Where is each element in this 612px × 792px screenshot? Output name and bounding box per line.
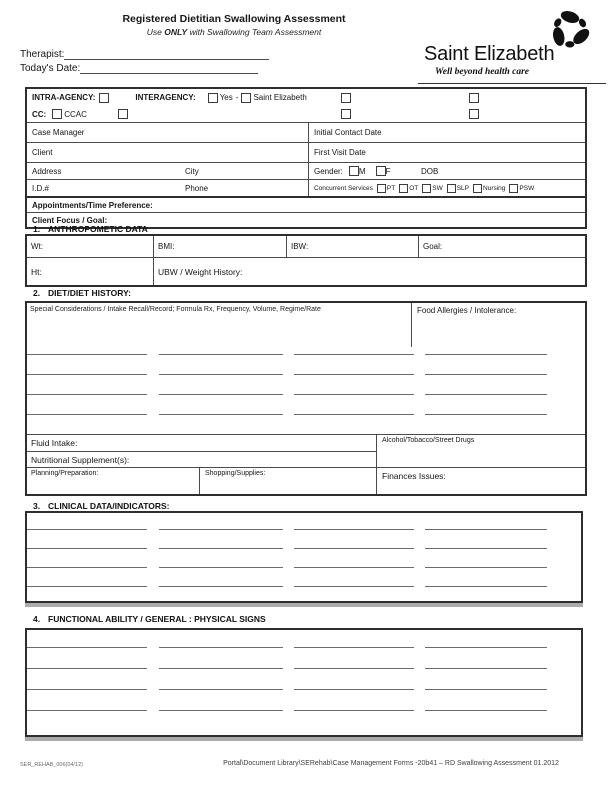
first-visit-date-label: First Visit Date [314,148,366,157]
agency-row2-checkbox-b[interactable] [469,109,479,119]
food-allergies-label: Food Allergies / Intolerance: [411,303,585,347]
gender-female-checkbox[interactable] [376,166,386,176]
client-row [27,142,585,162]
agency-row1-checkbox-b[interactable] [469,93,479,103]
writing-line[interactable] [27,548,147,550]
goal-label: Goal: [423,242,443,251]
writing-line[interactable] [294,394,414,396]
service-slp-checkbox[interactable] [447,184,456,193]
writing-line[interactable] [27,529,147,531]
writing-line-row [27,354,585,374]
cc-label: CC: [32,109,47,119]
writing-line[interactable] [294,689,414,691]
intake-rows [27,434,585,467]
writing-line-row [27,529,581,548]
logo-tagline: Well beyond health care [435,67,530,77]
writing-line[interactable] [425,668,547,670]
writing-line[interactable] [27,414,147,416]
writing-line[interactable] [27,374,147,376]
writing-line[interactable] [27,354,147,356]
intra-agency-checkbox[interactable] [99,93,109,103]
form-code: SER_REHAB_006(04/12) [20,762,83,768]
interagency-label: INTERAGENCY: [135,93,196,102]
city-label: City [185,166,199,176]
writing-line[interactable] [159,668,283,670]
interagency-yes-checkbox[interactable] [208,93,218,103]
writing-line-row [27,586,581,605]
gender-male-checkbox[interactable] [349,166,359,176]
appointments-row [27,196,585,212]
service-sw-label: SW [432,184,443,192]
writing-line[interactable] [159,374,283,376]
gender-label: Gender: [314,166,343,176]
anthropometric-box [25,234,587,287]
writing-line[interactable] [27,668,147,670]
case-manager-row [27,122,585,142]
service-nursing-label: Nursing [483,184,506,192]
writing-line[interactable] [159,529,283,531]
writing-line[interactable] [294,710,414,712]
interagency-saint-elizabeth-checkbox[interactable] [241,93,251,103]
dash-separator: - [235,93,239,102]
initial-contact-date-label: Initial Contact Date [314,128,382,137]
writing-line[interactable] [294,529,414,531]
client-focus-goal-label: Client Focus / Goal: [32,215,108,225]
agency-row2-checkbox-a[interactable] [341,109,351,119]
anthropometric-row-1 [27,236,585,257]
phone-label: Phone [185,183,209,193]
writing-line[interactable] [159,394,283,396]
writing-line[interactable] [159,354,283,356]
section3-title: CLINICAL DATA/INDICATORS: [48,501,170,511]
writing-line[interactable] [425,394,547,396]
service-slp-label: SLP [456,184,470,192]
address-label: Address [32,166,62,176]
subtitle-text-tail: with Swallowing Team Assessment [187,27,322,37]
id-number-label: I.D.# [32,183,49,193]
diet-history-writing-area [27,347,585,434]
writing-line[interactable] [425,689,547,691]
section3-heading [33,501,170,511]
planning-preparation-label: Planning/Preparation: [31,470,99,477]
writing-line[interactable] [27,586,147,588]
shopping-supplies-label: Shopping/Supplies: [199,468,376,494]
service-ot-label: OT [409,184,419,192]
subtitle-only-emphasis: ONLY [164,27,188,37]
finances-issues-label: Finances Issues: [376,468,585,494]
gender-male-label: M [358,166,366,176]
writing-line-row [27,710,581,731]
writing-line[interactable] [425,529,547,531]
writing-line-row [27,647,581,668]
writing-line[interactable] [159,689,283,691]
agency-row-2 [27,106,585,122]
writing-line[interactable] [294,414,414,416]
interagency-yes-label: Yes [219,93,233,102]
saint-elizabeth-logo [418,6,606,84]
writing-line[interactable] [425,414,547,416]
writing-line-row [27,668,581,689]
functional-ability-box [25,628,583,737]
writing-line[interactable] [159,586,283,588]
writing-line[interactable] [425,567,547,569]
service-nursing-checkbox[interactable] [473,184,482,193]
clinical-data-box [25,511,583,603]
document-path: Portal\Document Library\SERehab\Case Management Forms -20b41 – RD Swallowing Assessment 01.2012 [223,760,559,767]
writing-line[interactable] [294,354,414,356]
writing-line-row [27,567,581,586]
writing-line-row [27,394,585,414]
writing-line[interactable] [294,548,414,550]
writing-line[interactable] [425,647,547,649]
gender-female-label: F [385,166,391,176]
address-row [27,162,585,179]
therapist-label: Therapist: [20,49,65,60]
subtitle-text: Use [146,27,165,37]
writing-line[interactable] [27,394,147,396]
writing-line[interactable] [27,567,147,569]
case-manager-label: Case Manager [32,128,85,137]
section4-title: FUNCTIONAL ABILITY / GENERAL : PHYSICAL SIGNS [48,614,266,624]
writing-line[interactable] [159,548,283,550]
service-sw-checkbox[interactable] [422,184,431,193]
agency-row1-checkbox-a[interactable] [341,93,351,103]
writing-line[interactable] [425,586,547,588]
form-subtitle [0,27,468,37]
logo-name: Saint Elizabeth [424,43,555,65]
nutritional-supplement-label: Nutritional Supplement(s): [31,454,130,465]
ubw-weight-history-label: UBW / Weight History: [158,266,243,277]
service-pt-label: PT [386,184,396,192]
form-title: Registered Dietitian Swallowing Assessment [122,13,346,25]
service-pt-checkbox[interactable] [377,184,386,193]
bmi-label: BMI: [158,242,175,251]
anthropometric-row-2 [27,257,585,285]
section4-heading [33,614,266,624]
writing-line[interactable] [27,647,147,649]
id-phone-row [27,179,585,196]
section1-title: ANTHROPOMETIC DATA [48,224,148,234]
service-psw-checkbox[interactable] [509,184,518,193]
section2-number: 2. [33,288,41,298]
service-ot-checkbox[interactable] [399,184,408,193]
section2-title: DIET/DIET HISTORY: [48,288,131,298]
writing-line[interactable] [27,710,147,712]
dob-label: DOB [421,166,439,176]
writing-line[interactable] [159,647,283,649]
section4-number: 4. [33,614,41,624]
appointments-label: Appointments/Time Preference: [32,200,153,210]
cc-ccac-checkbox[interactable] [52,109,62,119]
client-label: Client [32,148,53,157]
writing-line[interactable] [425,354,547,356]
alcohol-tobacco-label: Alcohol/Tobacco/Street Drugs [376,435,585,467]
writing-line[interactable] [425,548,547,550]
writing-line[interactable] [294,586,414,588]
referral-info-box [25,87,587,229]
writing-line[interactable] [294,647,414,649]
writing-line-row [27,414,585,434]
diet-history-box [25,301,587,496]
writing-line[interactable] [159,414,283,416]
ccac-label: CCAC [64,109,87,119]
writing-line[interactable] [294,374,414,376]
ibw-label: IBW: [291,242,309,251]
agency-row-1 [27,89,585,106]
weight-label: Wt: [31,242,43,251]
todays-date-label: Today's Date: [20,63,81,74]
diet-history-header [27,303,585,347]
writing-line[interactable] [27,689,147,691]
writing-line[interactable] [294,668,414,670]
writing-line-row [27,689,581,710]
writing-line[interactable] [425,374,547,376]
special-considerations-label: Special Considerations / Intake Recall/Record; Formula Rx, Frequency, Volume, Regime/Rate [30,306,321,313]
section1-number: 1. [33,224,41,234]
planning-row [27,467,585,494]
section2-heading [33,288,131,298]
cc-other-checkbox[interactable] [118,109,128,119]
concurrent-services-label: Concurrent Services [314,184,373,192]
service-psw-label: PSW [519,184,535,192]
intra-agency-label: INTRA-AGENCY: [32,93,96,102]
writing-line[interactable] [425,710,547,712]
writing-line-row [27,374,585,394]
fluid-intake-label: Fluid Intake: [31,438,78,448]
todays-date-input-line[interactable] [80,62,258,74]
interagency-saint-elizabeth-label: Saint Elizabeth [253,93,307,102]
section3-number: 3. [33,501,41,511]
writing-line[interactable] [294,567,414,569]
writing-line-row [27,548,581,567]
height-label: Ht: [31,266,42,277]
writing-line[interactable] [159,710,283,712]
therapist-date-block [20,46,269,74]
therapist-input-line[interactable] [64,48,269,60]
writing-line[interactable] [159,567,283,569]
form-header [0,13,468,37]
